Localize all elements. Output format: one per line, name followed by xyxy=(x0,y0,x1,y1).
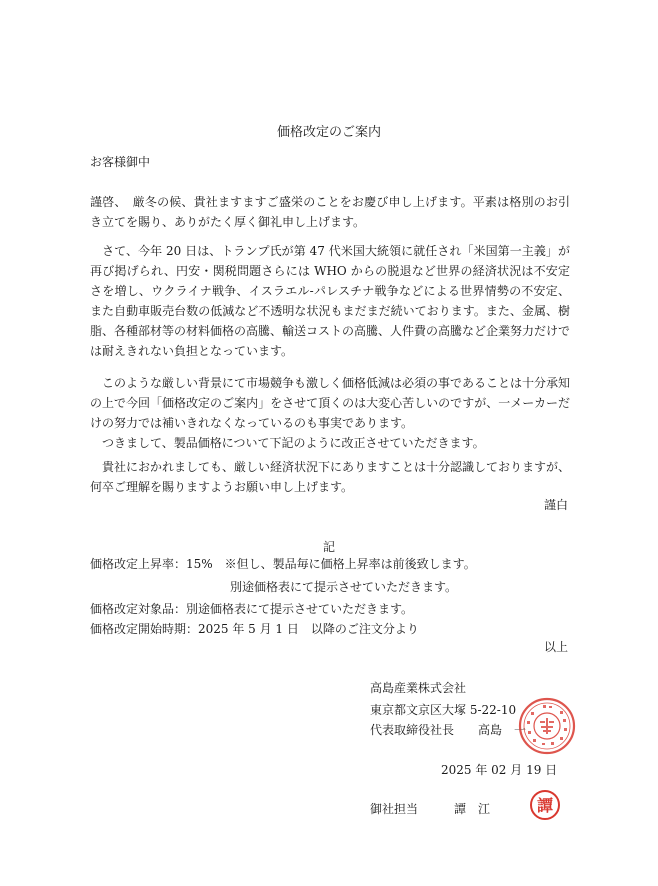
rate-line: 価格改定上昇率：15% ※但し、製品毎に価格上昇率は前後致します。 xyxy=(90,557,476,571)
greeting-paragraph: 謹啓、 厳冬の候、貴社ますますご盛栄のことをお慶び申し上げます。平素は格別のお引き立てを賜り、ありがたく厚く御礼申し上げます。 xyxy=(90,195,570,229)
body-paragraph-2: このような厳しい背景にて市場競争も激しく価格低減は必須の事であることは十分承知の上で今回「価格改定のご案内」をさせて頂くのは大変心苦しいのですが、一メーカーだけの努力では補いきれなくなっているのも事実であります。 xyxy=(90,376,571,430)
target-line: 価格改定対象品：別途価格表にて提示させていただきます。 xyxy=(90,602,414,616)
body-paragraph-4: 貴社におかれましても、厳しい経済状況下にありますことは十分認識しておりますが、何卒ご理解を賜りますようお願い申し上げます。 xyxy=(90,460,571,494)
start-line: 価格改定開始時期：2025 年 5 月 1 日 以降のご注文分より xyxy=(90,622,419,636)
personal-seal-stamp xyxy=(530,790,560,820)
sender-representative: 代表取締役社長 高島 一 xyxy=(370,723,527,737)
addressee: お客様御中 xyxy=(90,155,151,169)
body-paragraph-1: さて、今年 20 日は、トランプ氏が第 47 代米国大統領に就任され「米国第一主義」が再び掲げられ、円安・関税問題さらには WHO からの脱退など世界の経済状況は不安定さを増し、ウクライナ戦争、イスラエル-パレスチナ戦争などによる世界情勢の不安定、また自動車販売台数の低減など不透明な状況もまだまだ続いております。また、金属、樹脂、各種部材等の材料価格の高騰、輸送コストの高騰、人件費の高騰など企業努力だけでは耐えきれない負担となっています。 xyxy=(90,244,571,358)
date-line: 2025 年 02 月 19 日 xyxy=(441,763,558,777)
sender-company: 高島産業株式会社 xyxy=(370,681,467,695)
ki-heading: 記 xyxy=(322,540,335,554)
page-title: 価格改定のご案内 xyxy=(276,125,381,140)
contact-line: 御社担当 譚 江 xyxy=(370,802,491,816)
sender-address: 東京都文京区大塚 5-22-10 xyxy=(370,703,517,717)
svg-text:譚: 譚 xyxy=(536,796,554,815)
closing-word: 謹白 xyxy=(543,498,568,512)
rate-note-line: 別途価格表にて提示させていただきます。 xyxy=(230,580,458,594)
body-paragraph-3: つきまして、製品価格について下記のように改正させていただきます。 xyxy=(90,436,485,450)
ijou-text: 以上 xyxy=(543,640,568,654)
company-seal-stamp xyxy=(518,697,576,755)
